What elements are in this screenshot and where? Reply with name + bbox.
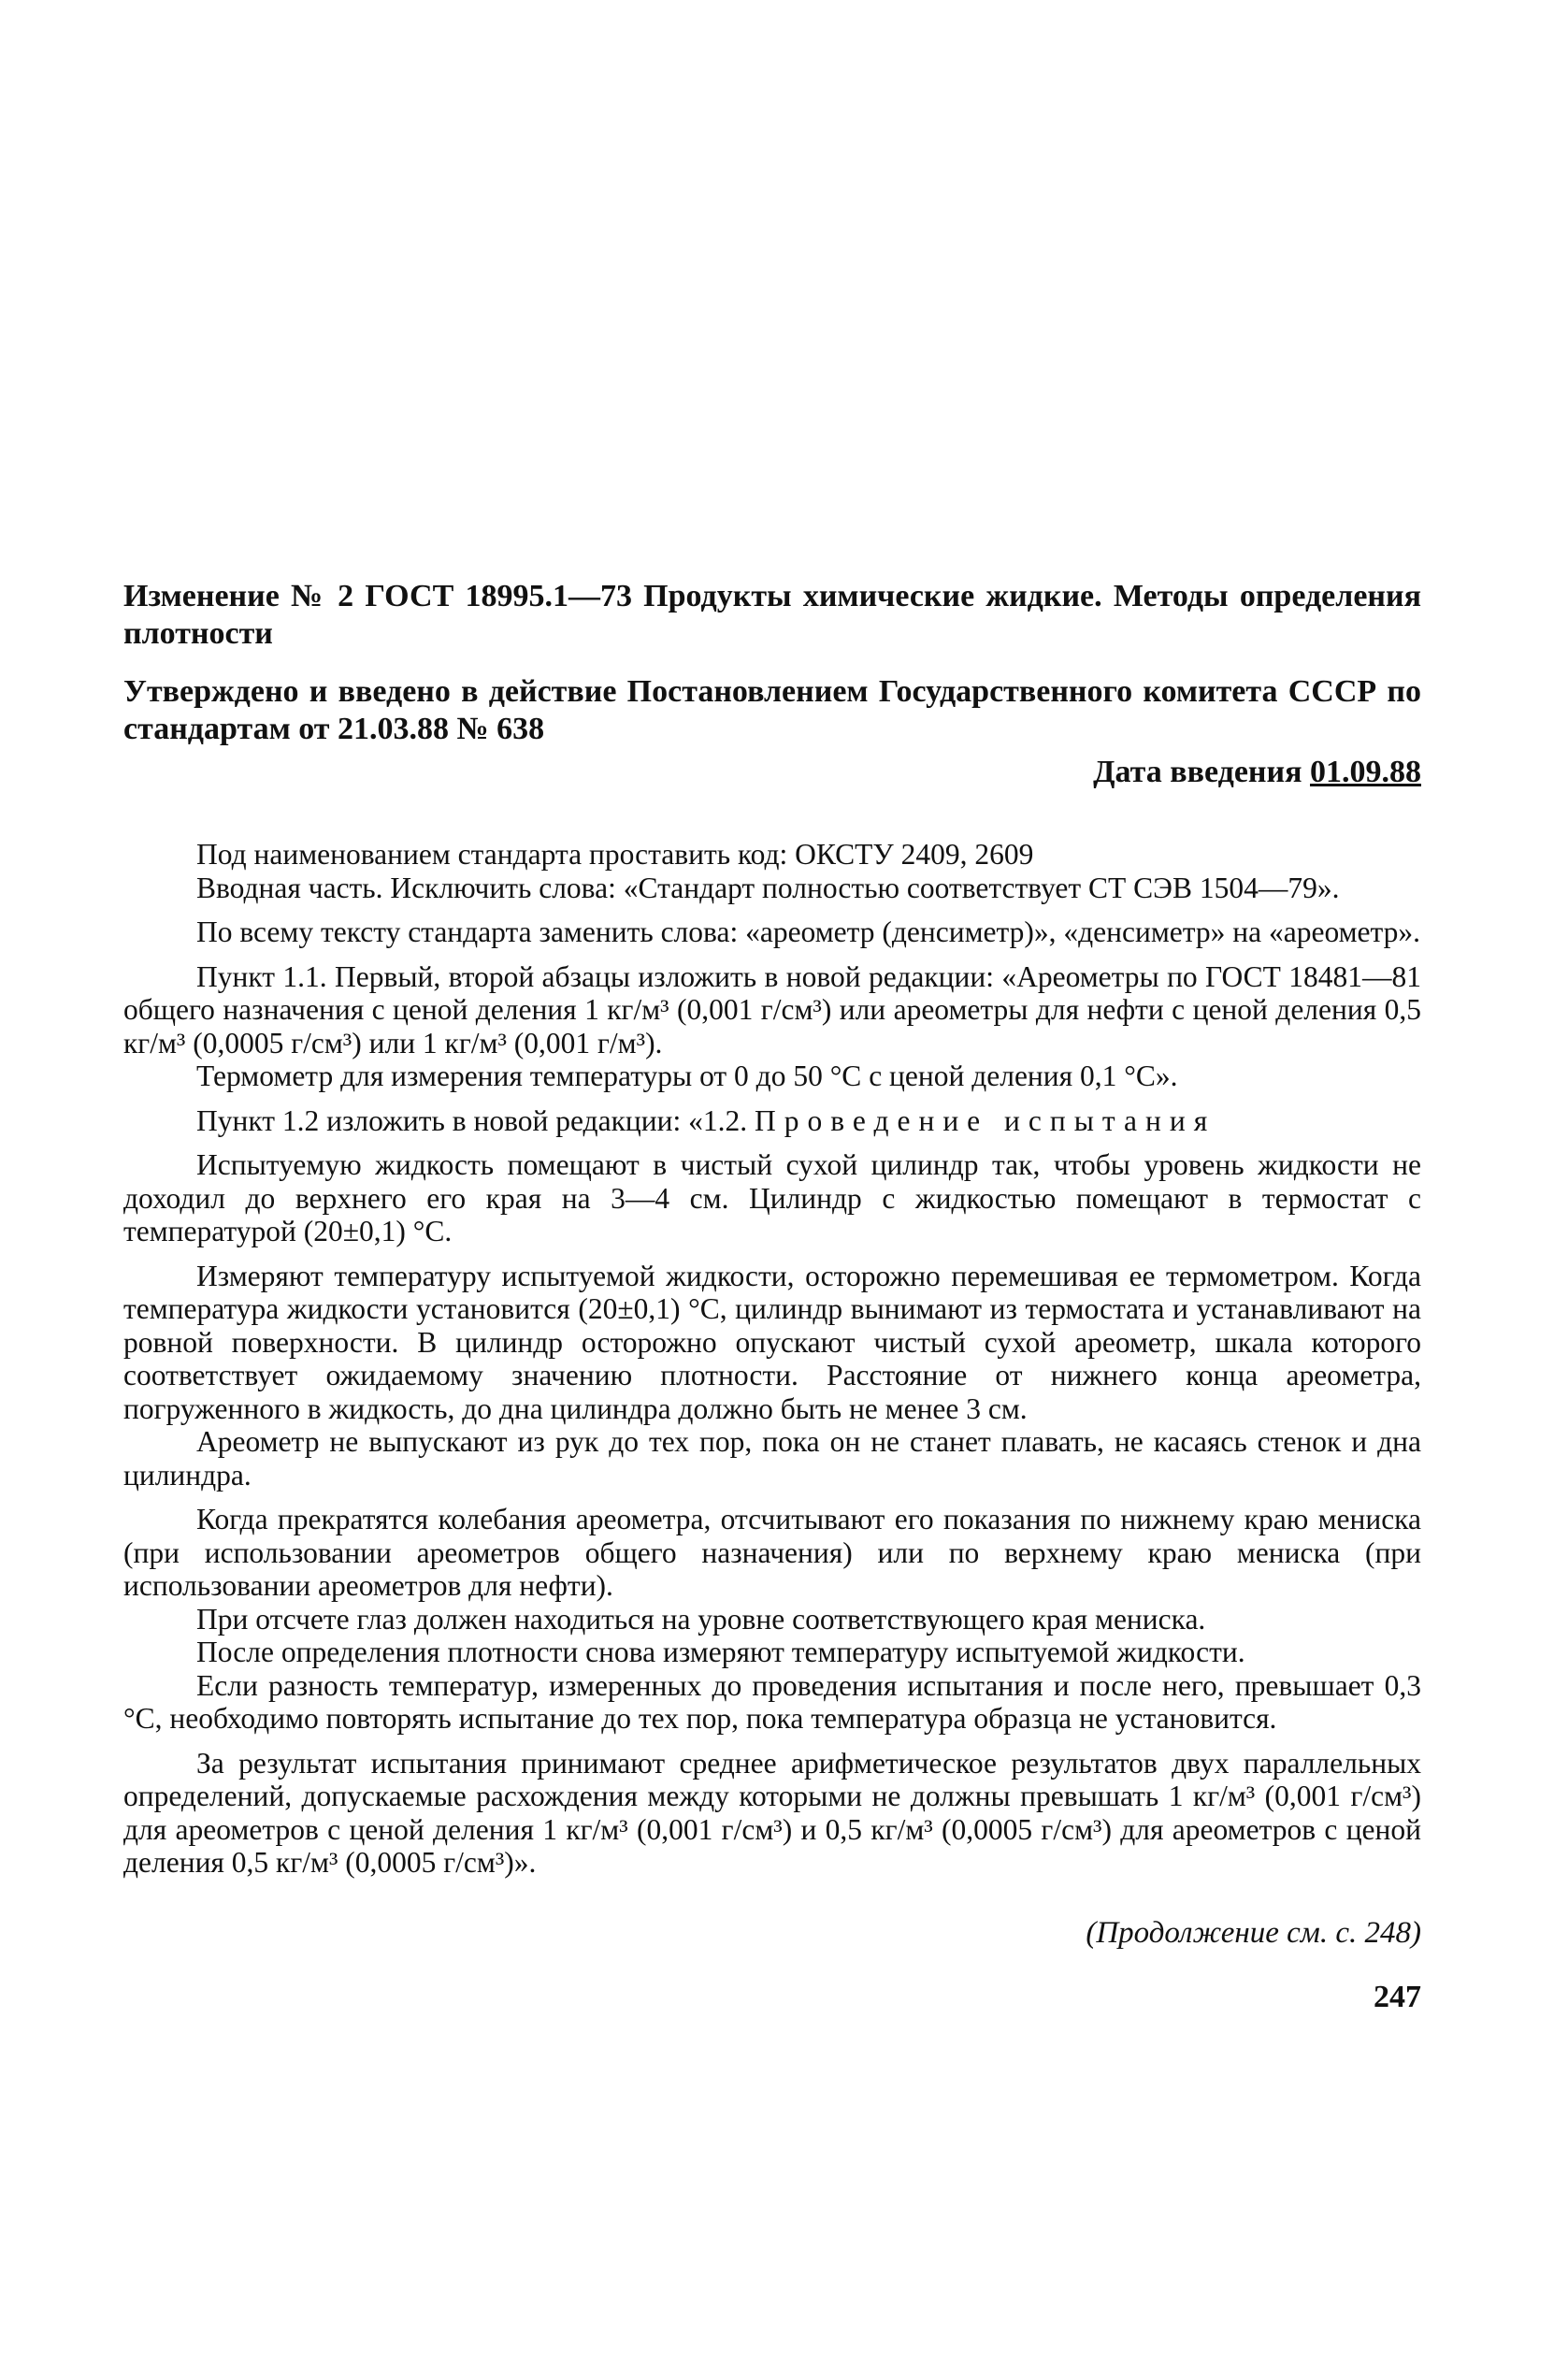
introduction-date	[123, 754, 1421, 791]
paragraph-temperature-difference: Если разность температур, измеренных до проведения испытания и после него, превышает 0,3 °С, необходимо повторять испытание до тех пор, пока температура образца не установится.	[123, 1668, 1421, 1735]
document-content	[123, 578, 1421, 2016]
paragraph-intro-section: Вводная часть. Исключить слова: «Стандарт полностью соответствует СТ СЭВ 1504—79».	[196, 871, 1340, 904]
paragraph-temperature: Измеряют температуру испытуемой жидкости, осторожно перемешивая ее термометром. Когда температура жидкости установится (20±0,1) °С, цилиндр вынимают из термостата и устанавливают на ровной поверхности. В цилиндр осторожно опускают чистый сухой ареометр, шкала которого соответствует ожидаемому значению плотности. Расстояние от нижнего конца ареометра, погруженного в жидкость, до дна цилиндра должно быть не менее 3 см.	[123, 1259, 1421, 1425]
paragraph-cylinder: Испытуемую жидкость помещают в чистый сухой цилиндр так, чтобы уровень жидкости не доходил до верхнего его края на 3—4 см. Цилиндр с жидкостью помещают в термостат с температурой (20±0,1) °С.	[123, 1148, 1421, 1247]
clause-1-2-heading: Проведение испытания	[754, 1103, 1216, 1137]
change-title: Изменение № 2 ГОСТ 18995.1—73 Продукты химические жидкие. Методы определения плотности	[123, 579, 1421, 651]
approval-statement: Утверждено и введено в действие Постановлением Государственного комитета СССР по стандартам от 21.03.88 № 638	[123, 674, 1421, 746]
paragraph-clause-1-1: Пункт 1.1. Первый, второй абзацы изложить в новой редакции: «Ареометры по ГОСТ 18481—81 общего назначения с ценой деления 1 кг/м³ (0,001 г/см³) или ареометры для нефти с ценой деления 0,5 кг/м³ (0,0005 г/см³) или 1 кг/м³ (0,001 г/м³).	[123, 959, 1421, 1059]
clause-1-2-lead: Пункт 1.2 изложить в новой редакции: «1.2.	[196, 1103, 748, 1137]
paragraph-term-replacement: По всему тексту стандарта заменить слова: «ареометр (денсиметр)», «денсиметр» на «ареометр».	[196, 915, 1421, 948]
paragraph-remeasure: После определения плотности снова измеряют температуру испытуемой жидкости.	[196, 1636, 1245, 1668]
paragraph-thermometer: Термометр для измерения температуры от 0 до 50 °С с ценой деления 0,1 °С».	[196, 1059, 1178, 1092]
paragraph-hydrometer-release: Ареометр не выпускают из рук до тех пор, пока он не станет плавать, не касаясь стенок и дна цилиндра.	[123, 1425, 1421, 1492]
paragraph-eye-level: При отсчете глаз должен находиться на уровне соответствующего края мениска.	[196, 1602, 1206, 1636]
intro-date-label: Дата введения	[1093, 755, 1302, 789]
page-number: 247	[1374, 1979, 1421, 2014]
paragraph-result: За результат испытания принимают среднее арифметическое результатов двух параллельных определений, допускаемые расхождения между которыми не должны превышать 1 кг/м³ (0,001 г/см³) для ареометров с ценой деления 1 кг/м³ (0,001 г/см³) и 0,5 кг/м³ (0,0005 г/см³) для ареометров с ценой деления 0,5 кг/м³ (0,0005 г/см³)».	[123, 1746, 1421, 1879]
continuation-note: (Продолжение см. с. 248)	[1086, 1915, 1421, 1950]
paragraph-reading: Когда прекратятся колебания ареометра, отсчитывают его показания по нижнему краю мениска (при использовании ареометров общего назначения) или по верхнему краю мениска (при использовании ареометров для нефти).	[123, 1503, 1421, 1602]
intro-date-value: 01.09.88	[1310, 755, 1421, 789]
paragraph-okstu-code: Под наименованием стандарта проставить код: ОКСТУ 2409, 2609	[196, 838, 1034, 871]
paragraph-clause-1-2	[123, 1104, 1421, 1138]
